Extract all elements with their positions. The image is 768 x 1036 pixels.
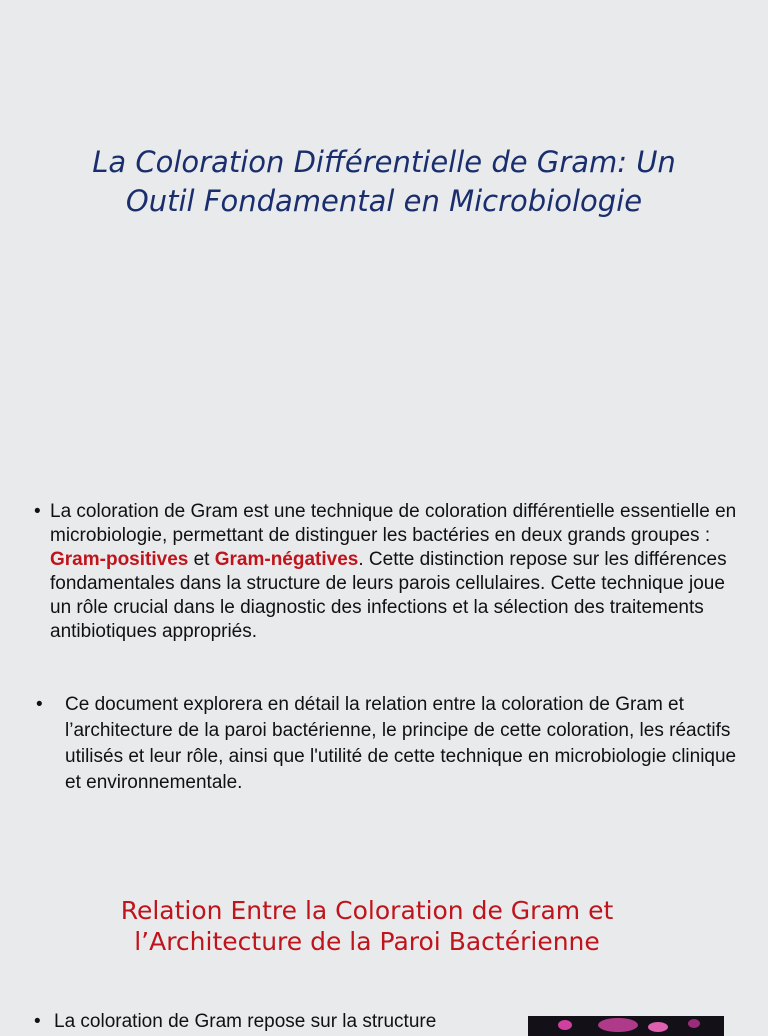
gram-negative-highlight: Gram-négatives [214, 549, 359, 570]
page-title: La Coloration Différentielle de Gram: Un Outil Fondamental en Microbiologie [92, 145, 676, 218]
bullet-dot: • [34, 1011, 41, 1032]
bullet-dot: • [36, 694, 43, 715]
section-heading: Relation Entre la Coloration de Gram et l’Architecture de la Paroi Bactérienne [120, 896, 614, 956]
gram-positive-highlight: Gram-positives [50, 549, 189, 570]
overview-bullet [34, 692, 746, 796]
bullet-dot: • [34, 501, 41, 522]
micrograph-cell [598, 1018, 638, 1032]
intro-connector: et [188, 549, 215, 570]
gram-stain-micrograph-image [528, 1016, 724, 1036]
intro-paragraph [50, 500, 746, 644]
section-paragraph-first-line: La coloration de Gram repose sur la structure [54, 1011, 437, 1032]
overview-paragraph: Ce document explorera en détail la relation entre la coloration de Gram et l’architecture de la paroi bactérienne, le principe de cette coloration, les réactifs utilisés et leur rôle, ainsi que l'utilité de cette technique en microbiologie clinique et environnementale. [65, 694, 737, 793]
intro-text-part2: . Cette distinction repose sur les différences fondamentales dans la structure de leurs parois cellulaires. Cette technique joue un rôle crucial dans le diagnostic des infections et la sélection des traitements antibiotiques appropriés. [50, 549, 727, 642]
section-bullet [34, 1010, 494, 1034]
intro-text-part1: La coloration de Gram est une technique de coloration différentielle essentielle en microbiologie, permettant de distinguer les bactéries en deux grands groupes : [50, 501, 737, 546]
intro-bullet [34, 500, 746, 644]
micrograph-cell [558, 1020, 572, 1030]
